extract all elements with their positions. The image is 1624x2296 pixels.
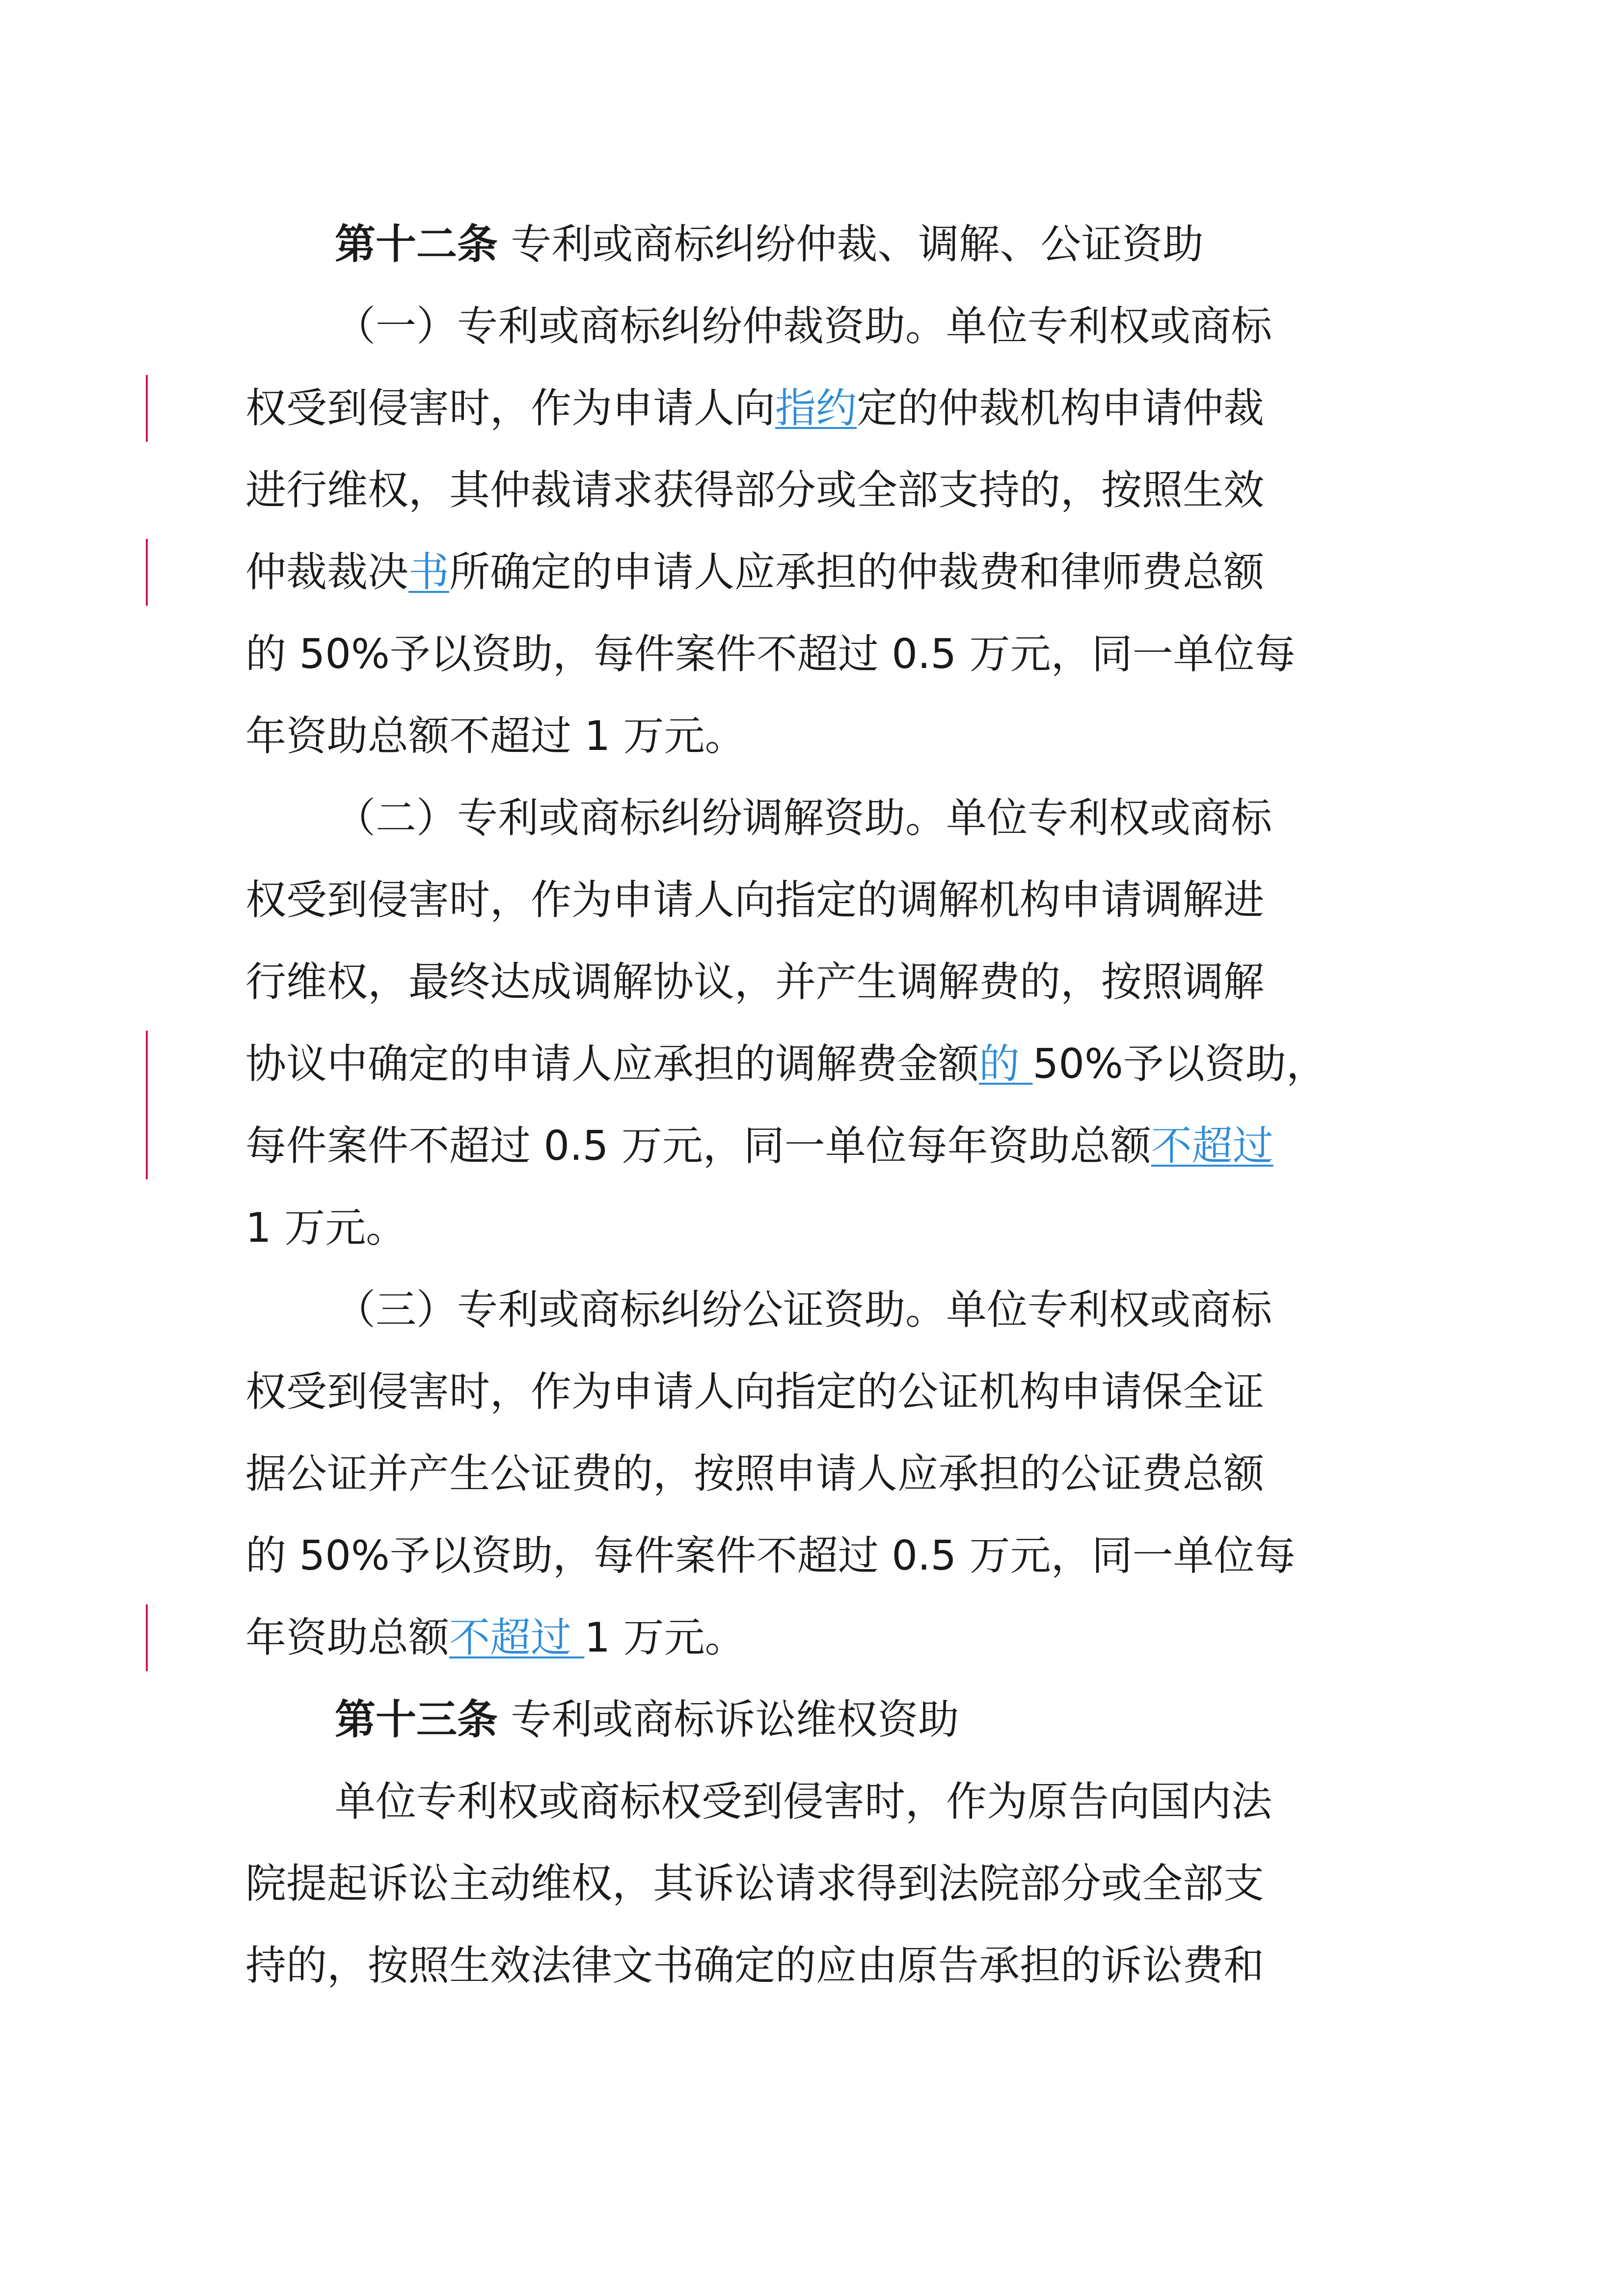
tracked-change-text: 指约 (775, 384, 857, 432)
text-run: 1 万元。 (584, 1614, 746, 1661)
text-run: 所确定的申请人应承担的仲裁费和律师费总额 (449, 548, 1264, 596)
text-run: 权受到侵害时，作为申请人向 (245, 384, 775, 432)
text-run: 院提起诉讼主动维权，其诉讼请求得到法院部分或全部支 (245, 1860, 1264, 1907)
text-line (245, 548, 1264, 597)
text-line (335, 1777, 1272, 1826)
text-run: 仲裁裁决 (245, 548, 408, 596)
text-line (245, 1121, 1273, 1171)
text-run: （一）专利或商标纠纷仲裁资助。单位专利权或商标 (335, 302, 1272, 350)
text-run: 据公证并产生公证费的，按照申请人应承担的公证费总额 (245, 1450, 1264, 1497)
text-run: 进行维权，其仲裁请求获得部分或全部支持的，按照生效 (245, 466, 1264, 514)
text-run: 的 50%予以资助，每件案件不超过 0.5 万元，同一单位每 (245, 1532, 1296, 1579)
text-run: 持的，按照生效法律文书确定的应由原告承担的诉讼费和 (245, 1942, 1264, 1989)
text-run: 协议中确定的申请人应承担的调解费金额 (245, 1040, 979, 1088)
text-line (245, 1449, 1264, 1498)
text-run: 年资助总额不超过 1 万元。 (245, 712, 746, 760)
text-run: 专利或商标纠纷仲裁、调解、公证资助 (498, 220, 1204, 268)
revision-bar (146, 1031, 148, 1179)
text-line (245, 712, 746, 761)
text-run: 的 50%予以资助，每件案件不超过 0.5 万元，同一单位每 (245, 630, 1296, 678)
text-line (245, 384, 1264, 433)
text-run: 年资助总额 (245, 1614, 449, 1661)
tracked-change-text: 不超过 (1151, 1122, 1273, 1170)
text-line (245, 1613, 746, 1662)
text-line (245, 1941, 1264, 1990)
text-run: 定的仲裁机构申请仲裁 (857, 384, 1264, 432)
text-line (335, 1285, 1272, 1335)
text-run: 权受到侵害时，作为申请人向指定的调解机构申请调解进 (245, 876, 1264, 924)
revision-bar (146, 1604, 148, 1671)
text-line (245, 876, 1264, 925)
text-line (245, 1531, 1296, 1580)
text-line (335, 1695, 959, 1744)
revision-bar (146, 539, 148, 606)
text-run: （三）专利或商标纠纷公证资助。单位专利权或商标 (335, 1286, 1272, 1334)
text-line (335, 794, 1272, 843)
text-line (335, 302, 1272, 351)
text-run: 权受到侵害时，作为申请人向指定的公证机构申请保全证 (245, 1368, 1264, 1415)
text-run: 每件案件不超过 0.5 万元，同一单位每年资助总额 (245, 1122, 1151, 1170)
text-run: 单位专利权或商标权受到侵害时，作为原告向国内法 (335, 1778, 1272, 1825)
text-run: 行维权，最终达成调解协议，并产生调解费的，按照调解 (245, 958, 1264, 1006)
text-line (245, 630, 1296, 679)
tracked-change-text: 的 (979, 1040, 1033, 1088)
revision-bar (146, 375, 148, 442)
tracked-change-text: 不超过 (449, 1614, 585, 1661)
text-run: 50%予以资助， (1032, 1040, 1327, 1088)
tracked-change-text: 书 (408, 548, 449, 596)
text-line (245, 466, 1264, 515)
text-run: （二）专利或商标纠纷调解资助。单位专利权或商标 (335, 794, 1272, 842)
text-line (245, 1859, 1264, 1908)
text-line (245, 1040, 1327, 1089)
article-heading: 第十二条 (335, 220, 498, 268)
article-heading: 第十三条 (335, 1696, 498, 1743)
text-line (335, 220, 1203, 269)
text-line (245, 1367, 1264, 1416)
text-line (245, 958, 1264, 1007)
text-run: 1 万元。 (245, 1204, 407, 1252)
text-run: 专利或商标诉讼维权资助 (498, 1696, 959, 1743)
text-line (245, 1203, 406, 1253)
